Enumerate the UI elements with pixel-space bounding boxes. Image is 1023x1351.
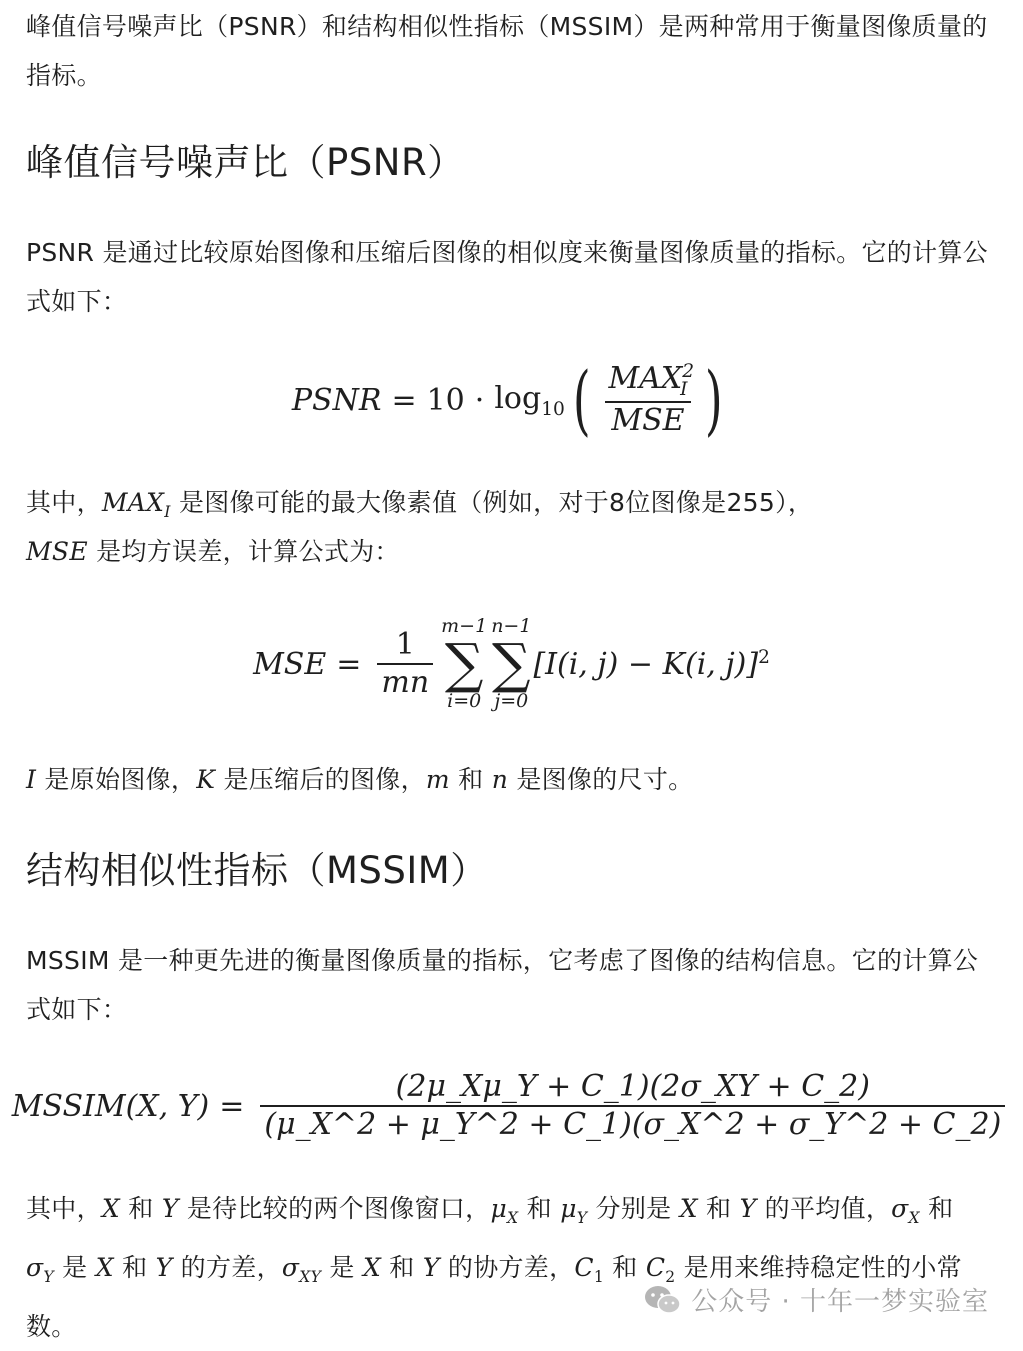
psnr-description: PSNR 是通过比较原始图像和压缩后图像的相似度来衡量图像质量的指标。它的计算公式如下： xyxy=(26,238,988,316)
mse-var: MSE xyxy=(26,537,88,566)
sum-lower-limit: i=0 xyxy=(447,690,482,713)
max-over-mse-fraction xyxy=(605,360,695,439)
mssim-description: MSSIM 是一种更先进的衡量图像质量的指标，它考虑了图像的结构信息。它的计算公式如下： xyxy=(26,946,979,1024)
intro-paragraph: 峰值信号噪声比（PSNR）和结构相似性指标（MSSIM）是两种常用于衡量图像质量的指标。 xyxy=(26,12,988,90)
squared-difference: [I(i, j) − K(i, j)]$^2$ xyxy=(533,646,770,682)
sigma-symbol: ∑ xyxy=(444,631,484,695)
wechat-icon xyxy=(643,1284,683,1316)
psnr-coefficient: 10 xyxy=(426,382,465,418)
dot-operator: · xyxy=(474,382,485,418)
sum-over-i xyxy=(441,614,488,713)
fraction-denominator: (μ_X^2 + μ_Y^2 + C_1)(σ_X^2 + σ_Y^2 + C_2) xyxy=(264,1107,1002,1142)
mse-lhs: MSE xyxy=(253,646,327,682)
psnr-where-line2: MSE 是均方误差，计算公式为： xyxy=(26,537,400,566)
mse-explanation: I 是原始图像，K 是压缩后的图像，m 和 n 是图像的尺寸。 xyxy=(26,765,694,794)
fraction-numerator: 1 xyxy=(395,627,415,662)
mssim-formula xyxy=(0,1058,1023,1154)
sum-upper-limit: n−1 xyxy=(491,614,532,637)
sum-upper-limit: m−1 xyxy=(441,614,488,637)
max-var: $MAX_I$ xyxy=(101,488,171,521)
psnr-lhs: PSNR xyxy=(291,382,382,418)
right-paren: ) xyxy=(705,355,724,444)
equals-sign: = xyxy=(336,646,362,682)
fraction-denominator: mn xyxy=(381,665,430,700)
fraction-numerator: (2μ_Xμ_Y + C_1)(2σ_XY + C_2) xyxy=(395,1069,870,1104)
sum-over-j xyxy=(491,614,532,713)
log-function: $\log_{10}$ xyxy=(494,380,565,420)
fraction-denominator: MSE xyxy=(611,403,685,439)
fraction-numerator: $MAX^2_I$ xyxy=(608,360,695,400)
left-paren: ( xyxy=(572,355,591,444)
sum-lower-limit: j=0 xyxy=(494,690,529,713)
mssim-heading: 结构相似性指标（MSSIM） xyxy=(26,849,488,892)
psnr-where-line1: 其中，$MAX_I$ 是图像可能的最大像素值（例如，对于8位图像是255）， xyxy=(26,488,814,521)
mssim-fraction xyxy=(260,1069,1005,1143)
psnr-heading: 峰值信号噪声比（PSNR） xyxy=(26,141,465,184)
one-over-mn-fraction xyxy=(377,627,433,701)
watermark-text: 公众号 · 十年一梦实验室 xyxy=(691,1287,989,1317)
mssim-where-paragraph: 其中，X 和 Y 是待比较的两个图像窗口，$\mu_X$ 和 $\mu_Y$ 分别是 X 和 Y 的平均值，$\sigma_X$ 和 $\sigma_Y$ 是 X 和 Y 的方差，$\sigma_{XY}$ 是 X 和 Y 的协方差，$C_1$ 和 $C_2$ 是用来维持稳定性的小常数。 xyxy=(26,1194,962,1341)
equals-sign: = xyxy=(391,382,417,418)
watermark xyxy=(643,1281,989,1318)
equals-sign: = xyxy=(219,1088,245,1124)
sigma-symbol: ∑ xyxy=(492,631,531,695)
mse-formula xyxy=(0,608,1023,720)
mssim-lhs: MSSIM(X, Y) xyxy=(11,1088,210,1124)
psnr-formula xyxy=(0,352,1023,448)
